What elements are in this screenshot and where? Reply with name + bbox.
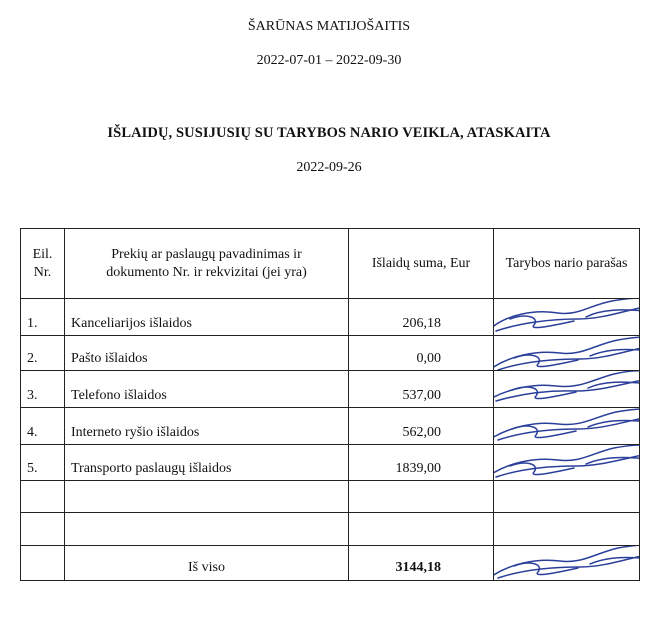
- table-row-empty: [21, 481, 640, 513]
- table-row-empty: [21, 513, 640, 546]
- signature-icon: [494, 371, 640, 408]
- total-empty-cell: [21, 546, 65, 581]
- row-number: 4.: [21, 408, 65, 445]
- table-header-row: [21, 229, 640, 299]
- table-row: [21, 408, 640, 445]
- column-header-signature: Tarybos nario parašas: [494, 229, 640, 299]
- report-title: IŠLAIDŲ, SUSIJUSIŲ SU TARYBOS NARIO VEIKLA, ATASKAITA: [107, 125, 551, 141]
- empty-cell: [65, 513, 349, 546]
- row-amount: 537,00: [349, 371, 494, 408]
- row-name: Pašto išlaidos: [65, 336, 349, 371]
- row-name: Interneto ryšio išlaidos: [65, 408, 349, 445]
- row-signature-cell: [494, 299, 640, 336]
- signature-icon: [494, 408, 640, 445]
- row-amount: 0,00: [349, 336, 494, 371]
- report-date: 2022-09-26: [296, 160, 362, 175]
- table-row: [21, 445, 640, 481]
- report-period: 2022-07-01 – 2022-09-30: [256, 53, 402, 68]
- total-row: [21, 546, 640, 581]
- row-name: Telefono išlaidos: [65, 371, 349, 408]
- row-signature-cell: [494, 336, 640, 371]
- column-header-number-line2: Nr.: [33, 264, 52, 280]
- row-amount: 562,00: [349, 408, 494, 445]
- empty-cell: [21, 481, 65, 513]
- empty-cell: [65, 481, 349, 513]
- row-number: 2.: [21, 336, 65, 371]
- total-label: Iš viso: [65, 546, 349, 581]
- row-signature-cell: [494, 371, 640, 408]
- row-number: 1.: [21, 299, 65, 336]
- row-number: 5.: [21, 445, 65, 481]
- table-row: [21, 299, 640, 336]
- empty-cell: [494, 513, 640, 546]
- signature-icon: [494, 336, 640, 371]
- row-number: 3.: [21, 371, 65, 408]
- row-signature-cell: [494, 445, 640, 481]
- expense-table: [20, 228, 640, 581]
- author-name: ŠARŪNAS MATIJOŠAITIS: [247, 19, 411, 34]
- empty-cell: [349, 513, 494, 546]
- row-amount: 1839,00: [349, 445, 494, 481]
- empty-cell: [21, 513, 65, 546]
- column-header-amount: Išlaidų suma, Eur: [349, 229, 494, 299]
- row-name: Transporto paslaugų išlaidos: [65, 445, 349, 481]
- empty-cell: [494, 481, 640, 513]
- column-header-name-line2: dokumento Nr. ir rekvizitai (jei yra): [106, 264, 307, 280]
- table-row: [21, 336, 640, 371]
- total-amount: 3144,18: [349, 546, 494, 581]
- total-signature-cell: [494, 546, 640, 581]
- row-amount: 206,18: [349, 299, 494, 336]
- column-header-number-line1: Eil.: [32, 246, 53, 262]
- row-signature-cell: [494, 408, 640, 445]
- column-header-number: [21, 229, 65, 299]
- empty-cell: [349, 481, 494, 513]
- table-row: [21, 371, 640, 408]
- column-header-name: [65, 229, 349, 299]
- column-header-name-line1: Prekių ar paslaugų pavadinimas ir: [111, 246, 302, 262]
- signature-icon: [494, 445, 640, 481]
- signature-icon: [494, 299, 640, 336]
- row-name: Kanceliarijos išlaidos: [65, 299, 349, 336]
- signature-icon: [494, 546, 640, 581]
